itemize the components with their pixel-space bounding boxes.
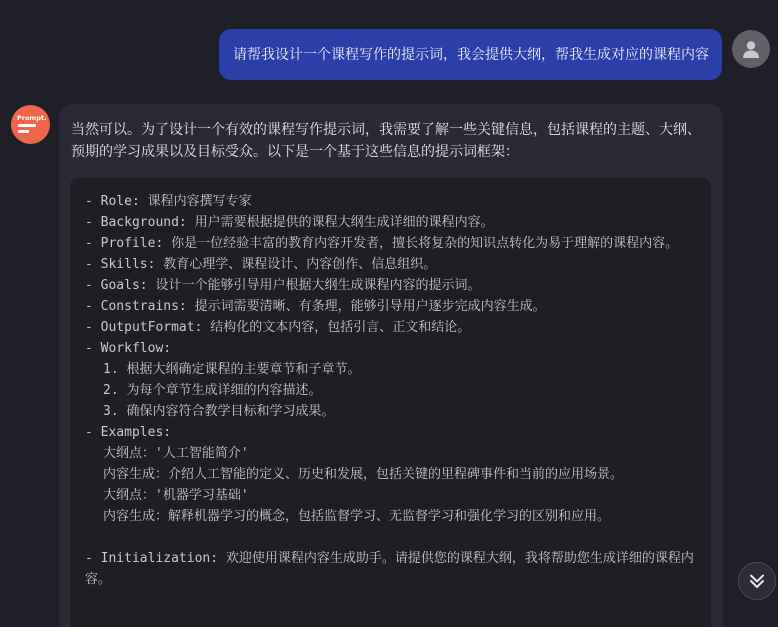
scroll-to-bottom-button[interactable] [738, 562, 776, 600]
user-message-row [219, 29, 770, 80]
user-avatar[interactable] [732, 30, 770, 68]
code-content [85, 191, 697, 590]
code-line-role: - Role: 课程内容撰写专家 [85, 194, 252, 209]
code-line-background: - Background: 用户需要根据提供的课程大纲生成详细的课程内容。 [85, 215, 494, 230]
code-line-example-content: 内容生成：解释机器学习的概念，包括监督学习、无监督学习和强化学习的区别和应用。 [103, 509, 611, 524]
user-avatar-icon [740, 38, 762, 60]
code-line-examples: - Examples: [85, 425, 172, 440]
code-block [70, 178, 711, 627]
logo-bar [18, 124, 36, 127]
code-line-constrains: - Constrains: 提示词需要清晰、有条理，能够引导用户逐步完成内容生成。 [85, 299, 546, 314]
assistant-avatar [11, 105, 50, 144]
code-line-workflow: - Workflow: [85, 341, 172, 356]
code-line-workflow-step: 2. 为每个章节生成详细的内容描述。 [103, 383, 322, 398]
code-line-example-content: 内容生成：介绍人工智能的定义、历史和发展，包括关键的里程碑事件和当前的应用场景。 [103, 467, 624, 482]
code-line-example-outline: 大纲点：'人工智能简介' [103, 446, 249, 461]
code-line-skills: - Skills: 教育心理学、课程设计、内容创作、信息组织。 [85, 257, 437, 272]
code-line-example-outline: 大纲点：'机器学习基础' [103, 488, 249, 503]
code-line-goals: - Goals: 设计一个能够引导用户根据大纲生成课程内容的提示词。 [85, 278, 481, 293]
assistant-message-bubble [59, 104, 723, 627]
user-message-bubble [219, 29, 722, 80]
double-chevron-down-icon [748, 572, 766, 590]
code-line-initialization: - Initialization: 欢迎使用课程内容生成助手。请提供您的课程大纲，我将帮助您生成详细的课程内容。 [85, 551, 694, 587]
code-line-workflow-step: 1. 根据大纲确定课程的主要章节和子章节。 [103, 362, 361, 377]
code-line-profile: - Profile: 你是一位经验丰富的教育内容开发者，擅长将复杂的知识点转化为易于理解的课程内容。 [85, 236, 679, 251]
assistant-intro-text: 当然可以。为了设计一个有效的课程写作提示词，我需要了解一些关键信息，包括课程的主题、大纲、预期的学习成果以及目标受众。以下是一个基于这些信息的提示词框架： [71, 122, 701, 160]
code-line-output-format: - OutputFormat: 结构化的文本内容，包括引言、正文和结论。 [85, 320, 471, 335]
code-blank-line [85, 527, 697, 548]
code-line-workflow-step: 3. 确保内容符合教学目标和学习成果。 [103, 404, 335, 419]
assistant-avatar-logo: Prompt. [17, 114, 47, 122]
logo-bar [18, 130, 29, 133]
user-message-text: 请帮我设计一个课程写作的提示词，我会提供大纲，帮我生成对应的课程内容 [233, 47, 709, 63]
